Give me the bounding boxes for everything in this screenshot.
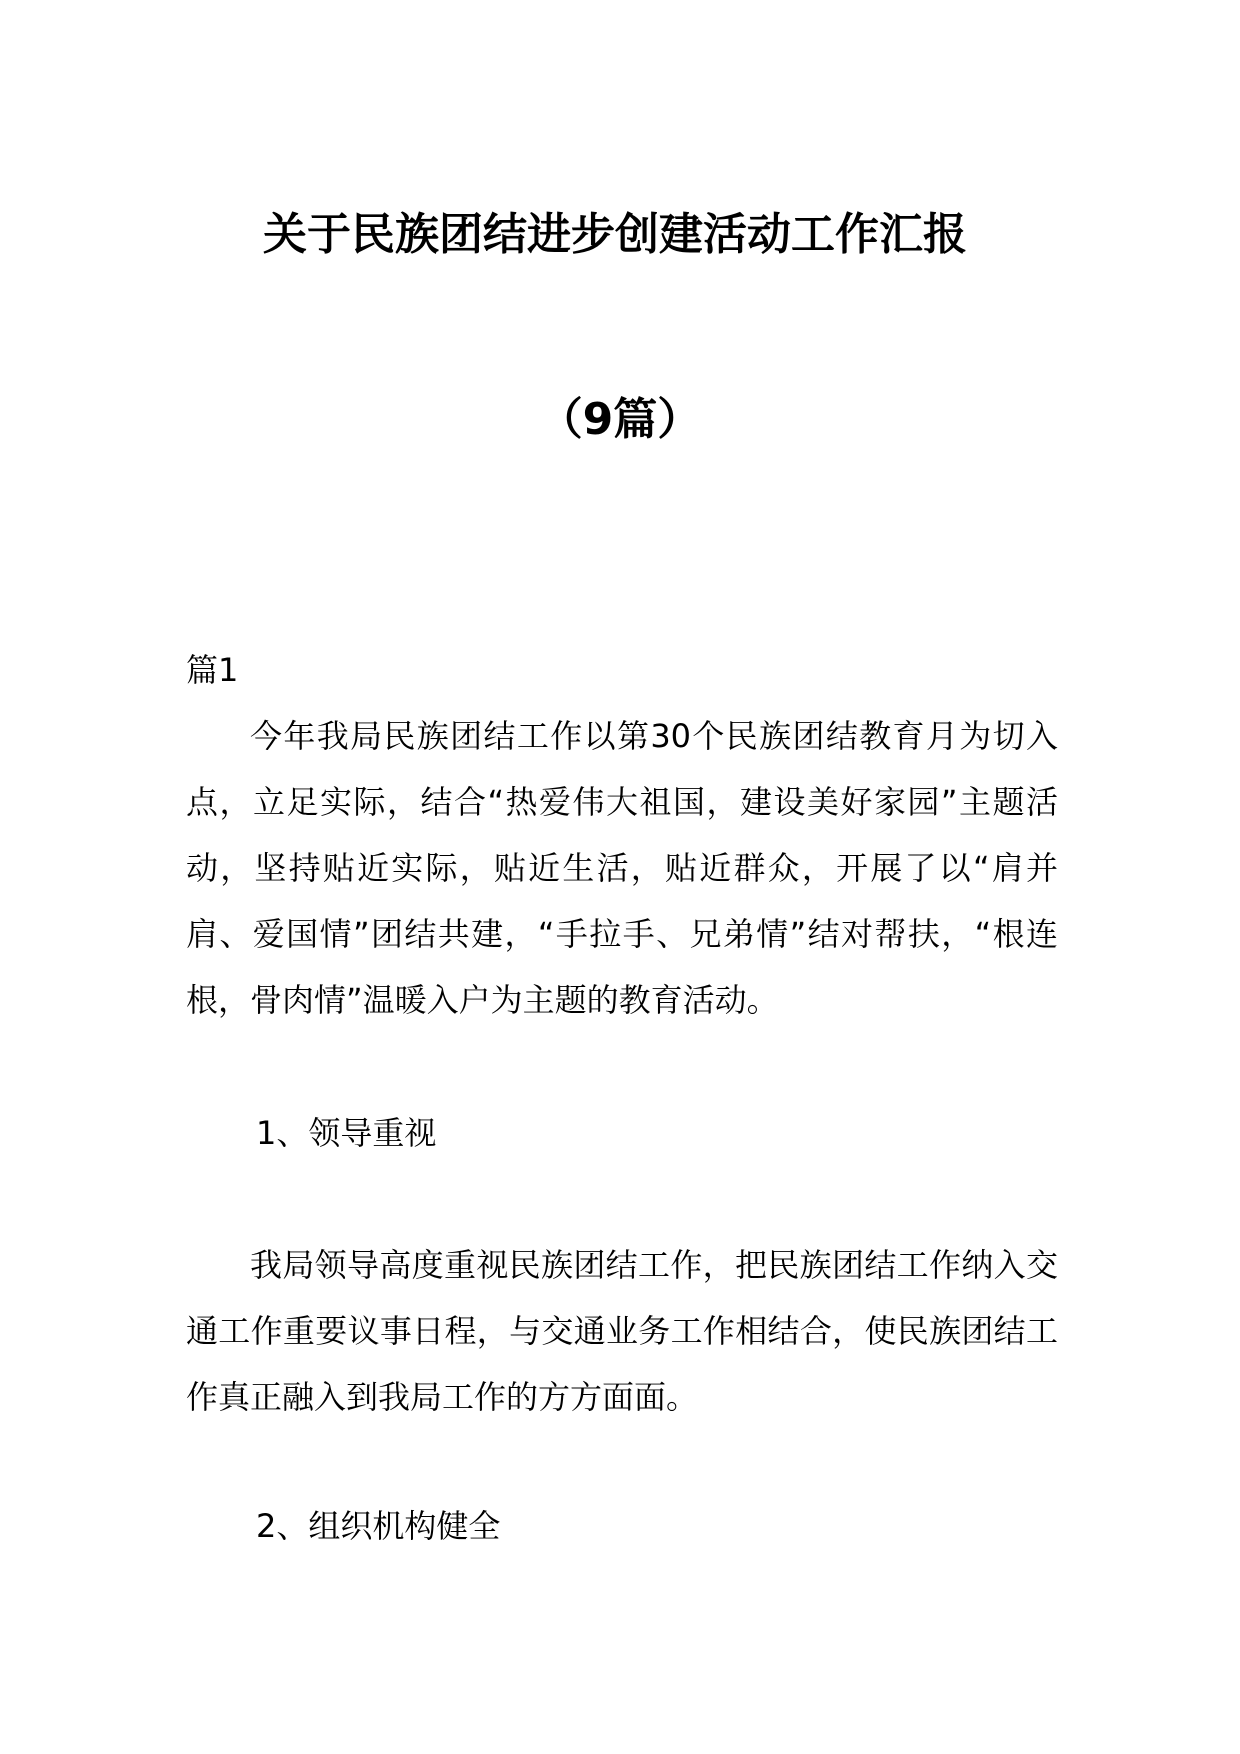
document-subtitle: （9篇） xyxy=(538,394,702,445)
heading-leadership: 1、领导重视 xyxy=(256,1114,437,1152)
section-label: 篇1 xyxy=(186,651,239,689)
heading-organization: 2、组织机构健全 xyxy=(256,1507,501,1545)
paragraph-intro: 今年我局民族团结工作以第30个民族团结教育月为切入点，立足实际，结合“热爱伟大祖国，建设美好家园”主题活动，坚持贴近实际，贴近生活，贴近群众，开展了以“肩并肩、爱国情”团结共建，“手拉手、兄弟情”结对帮扶，“根连根，骨肉情”温暖入户为主题的教育活动。 xyxy=(186,717,1058,1019)
paragraph-leadership: 我局领导高度重视民族团结工作，把民族团结工作纳入交通工作重要议事日程，与交通业务工作相结合，使民族团结工作真正融入到我局工作的方方面面。 xyxy=(186,1246,1058,1416)
document-title: 关于民族团结进步创建活动工作汇报 xyxy=(263,209,967,260)
